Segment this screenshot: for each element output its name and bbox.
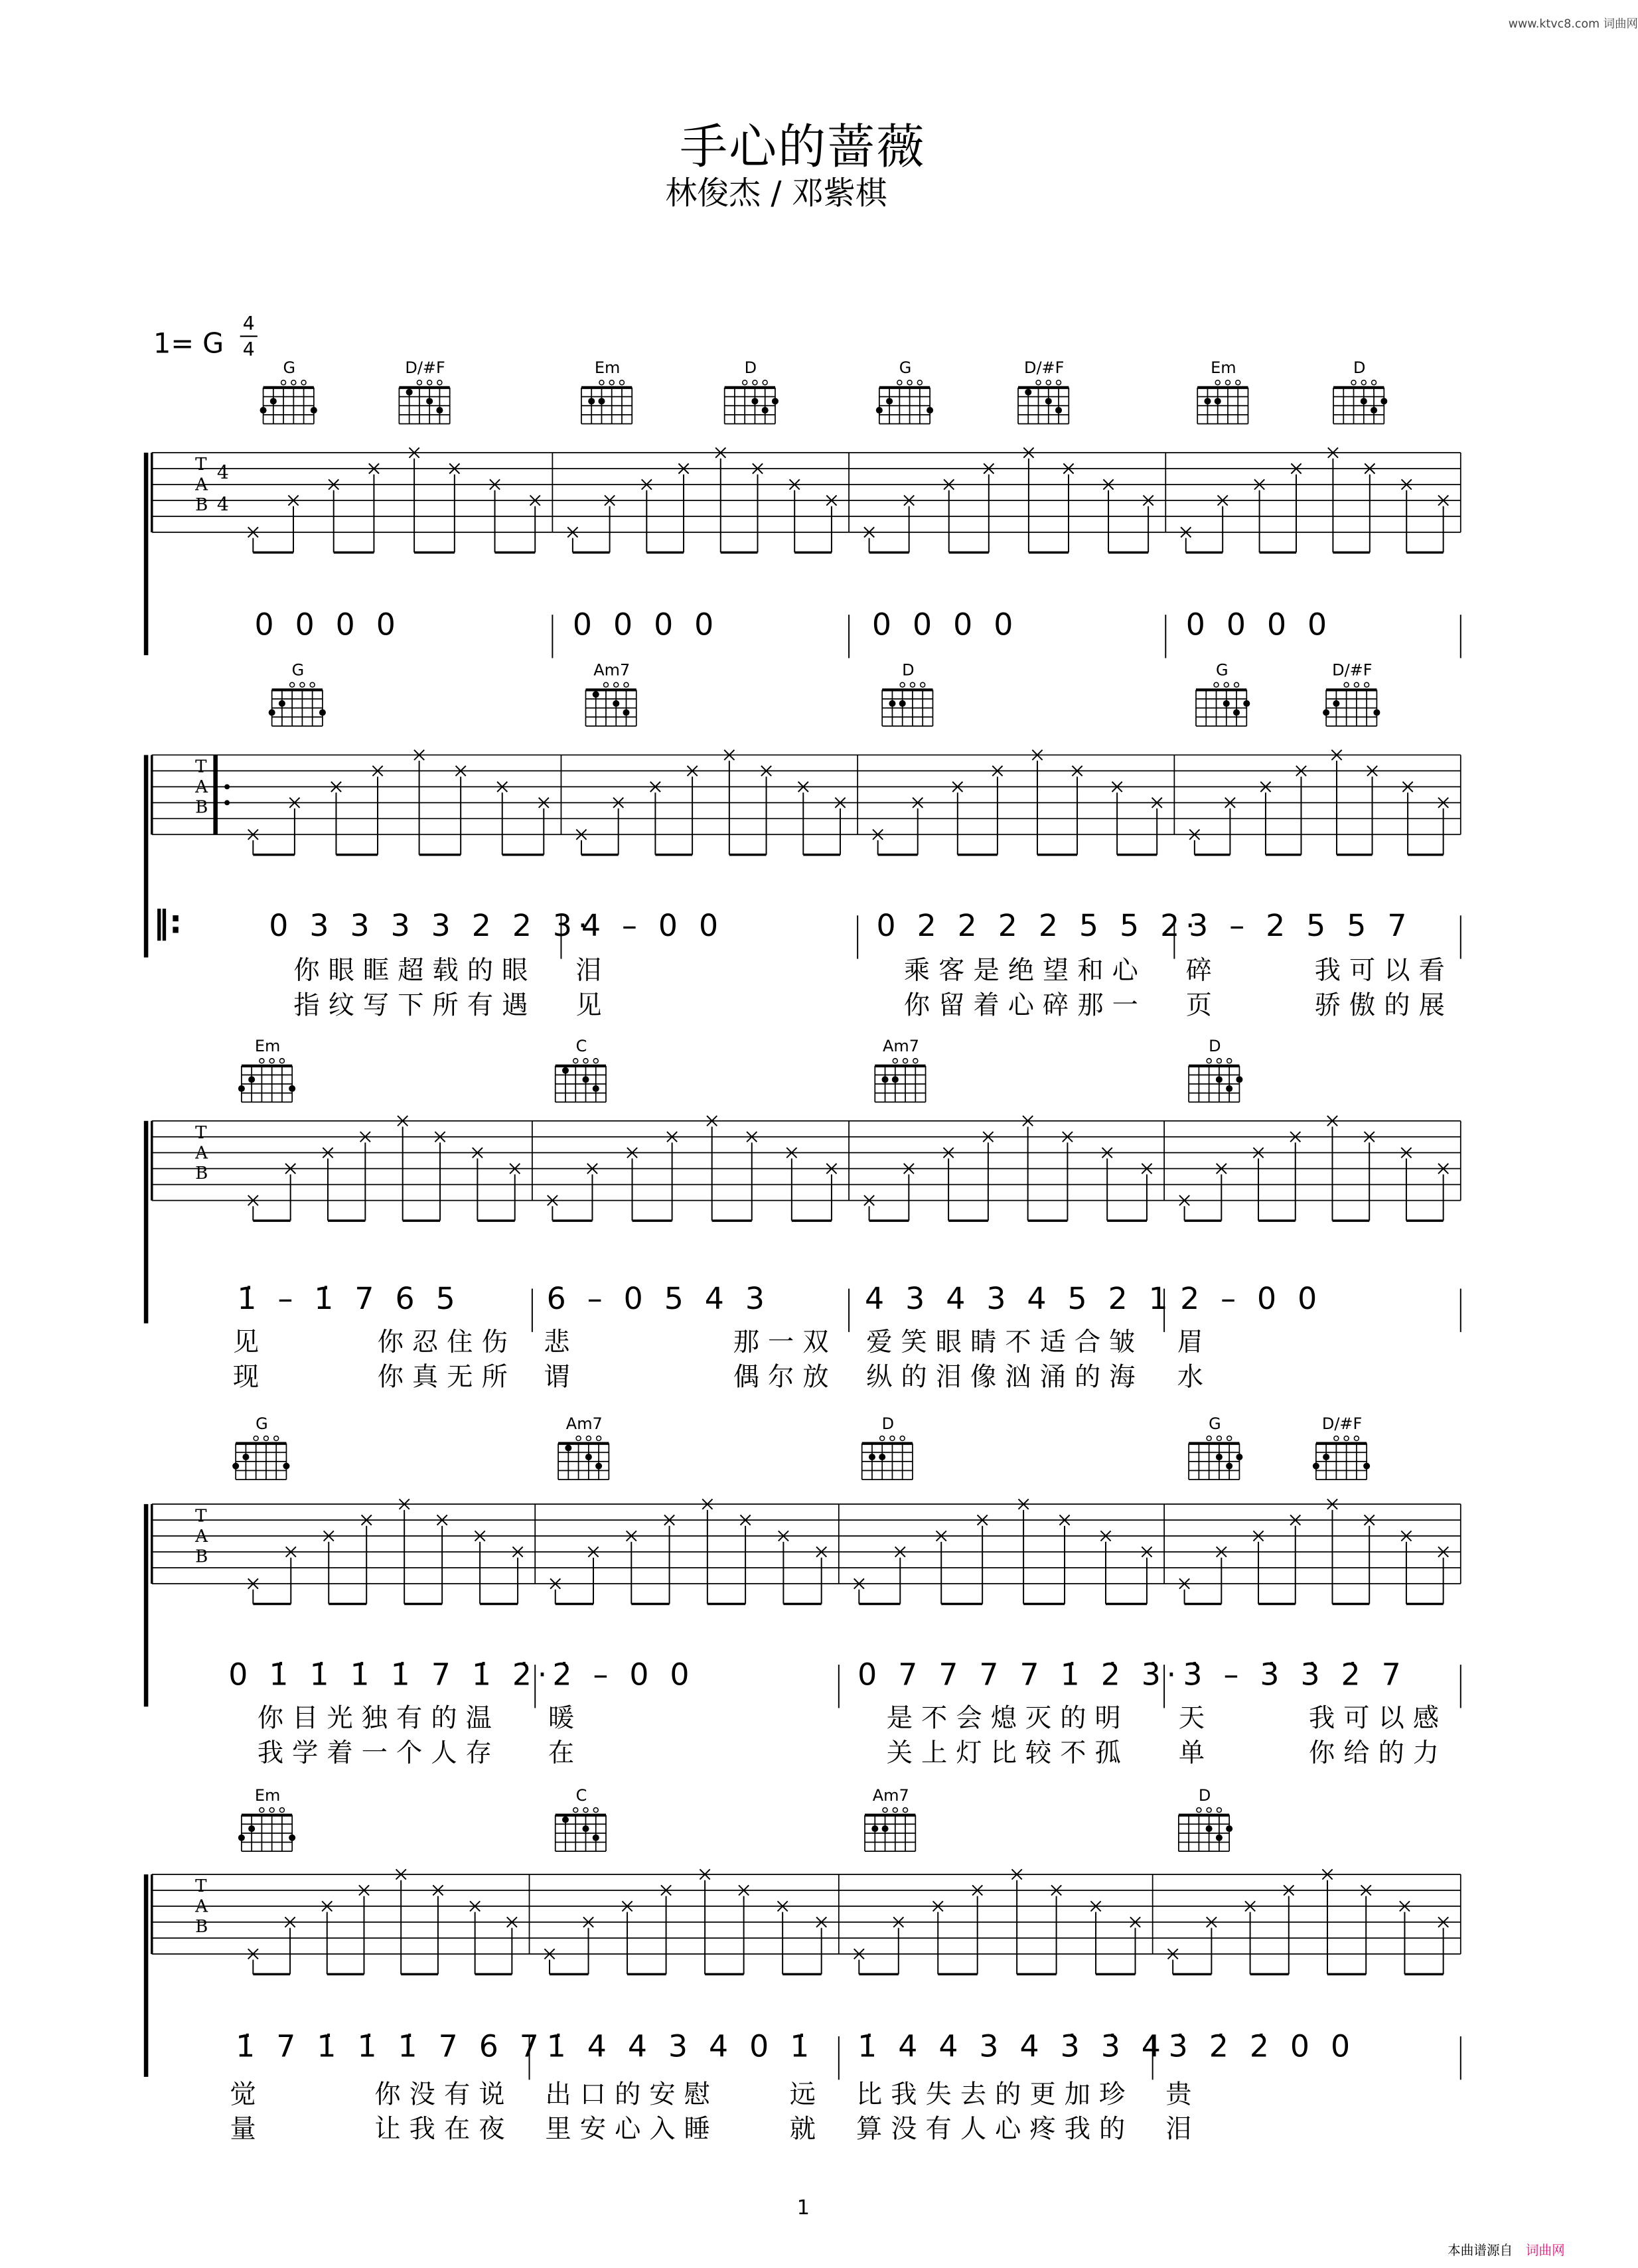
tab-note — [1438, 1917, 1448, 1974]
tab-note — [567, 527, 577, 552]
tab-note — [904, 1164, 914, 1221]
lyric-segment: 你留着心碎那一 — [903, 990, 1147, 1021]
tab-note — [1063, 1132, 1073, 1221]
chord-name: G — [899, 358, 912, 378]
tab-note — [753, 463, 763, 552]
tab-letter: A — [195, 1896, 208, 1917]
tab-note — [1438, 798, 1448, 855]
tab-note — [1072, 766, 1082, 855]
page-number: 1 — [796, 2196, 810, 2220]
numbered-notation-measure: 3̇ 2̇ 2̇ 0 0 — [1168, 2029, 1356, 2064]
numbered-notation-measure: 0 0 0 0 — [572, 607, 720, 643]
tab-letter: B — [195, 1547, 208, 1567]
time-signature-top: 4 — [242, 313, 255, 336]
lyric-segment: 远 — [789, 2079, 825, 2111]
lyric-segment: 你给的力 — [1308, 1738, 1448, 1769]
chord-diagram — [1320, 681, 1384, 730]
lyric-segment: 我可以感 — [1308, 1703, 1448, 1734]
tab-note — [1361, 1885, 1371, 1974]
lyric-segment: 爱笑眼睛不适合皱 — [866, 1327, 1144, 1359]
tab-note — [576, 830, 586, 855]
tab-note — [248, 1949, 258, 1974]
chord-diagram — [580, 681, 644, 730]
numbered-notation-measure: 4 3 4 3 4 5 2 1 — [865, 1281, 1174, 1316]
tab-note — [286, 1547, 296, 1604]
lyric-segment: 你没有说 — [374, 2079, 514, 2111]
chord-diagram — [1012, 379, 1076, 428]
tab-note — [437, 1515, 447, 1604]
chord-name: Am7 — [872, 1786, 909, 1805]
tab-note — [285, 1164, 295, 1221]
tab-note — [913, 798, 923, 855]
lyric-segment: 让我在夜 — [374, 2114, 514, 2145]
lyric-segment: 现 — [232, 1362, 268, 1393]
tab-note — [1365, 463, 1375, 552]
key-signature: 1= G — [153, 328, 224, 360]
tab-note — [1284, 1885, 1294, 1974]
tab-note — [530, 495, 540, 552]
tab-note — [1143, 495, 1153, 552]
repeat-start-sign: ‖: — [153, 905, 183, 942]
chord-diagram — [856, 1435, 920, 1484]
chord-name: D/#F — [405, 358, 445, 378]
tab-note — [288, 495, 298, 552]
chord-diagram — [394, 379, 457, 428]
lyric-segment: 你真无所 — [377, 1362, 516, 1393]
numbered-notation-measure: 4 – 0 0 — [581, 908, 724, 943]
tab-note — [1142, 1547, 1152, 1604]
lyric-segment: 是不会熄灭的明 — [886, 1703, 1130, 1734]
song-title: 手心的蔷薇 — [680, 118, 926, 175]
chord-name: Em — [254, 1037, 281, 1056]
lyric-segment: 骄傲的展 — [1314, 990, 1453, 1021]
tab-note — [544, 1949, 554, 1974]
chord-diagram — [230, 1435, 293, 1484]
tab-note — [435, 1132, 445, 1221]
time-signature-bottom: 4 — [242, 340, 255, 362]
tab-letter: T — [195, 455, 207, 475]
lyric-segment: 天 — [1178, 1703, 1214, 1734]
tab-letter: B — [195, 1917, 208, 1937]
chord-name: C — [575, 1786, 587, 1805]
tab-note — [248, 527, 258, 552]
tab-letter: A — [195, 1526, 208, 1547]
tab-note — [835, 798, 845, 855]
tab-note — [512, 1547, 522, 1604]
chord-diagram — [1190, 681, 1254, 730]
tab-note — [1438, 1547, 1448, 1604]
numbered-notation-measure: 0 1̇ 1̇ 1̇ 1̇ 7 1̇ 2̇· — [228, 1657, 554, 1693]
chord-diagram — [719, 379, 782, 428]
lyric-segment: 水 — [1177, 1362, 1213, 1393]
lyric-segment: 指纹写下所有遇 — [293, 990, 537, 1021]
tab-note — [248, 1195, 258, 1221]
tab-note — [873, 830, 883, 855]
lyric-segment: 泪 — [1165, 2114, 1201, 2145]
tab-note — [1365, 1132, 1375, 1221]
tab-time-signature: 4 — [216, 493, 229, 516]
numbered-notation-measure: 0 0 0 0 — [871, 607, 1019, 643]
numbered-notation-measure: 1̇ 4 4 3 4 3̇ 3̇ 4 — [857, 2029, 1167, 2064]
tab-note — [1181, 527, 1191, 552]
chord-name: C — [575, 1037, 587, 1056]
tab-note — [1290, 1515, 1300, 1604]
numbered-notation-measure: 0 0 0 0 — [254, 607, 402, 643]
tab-note — [1142, 1164, 1152, 1221]
site-url: www.ktvc8.com 词曲网 — [1508, 17, 1638, 31]
tab-note — [1130, 1917, 1140, 1974]
tab-letter: B — [195, 1163, 208, 1183]
lyric-segment: 泪 — [575, 956, 611, 987]
tab-note — [816, 1547, 826, 1604]
lyric-segment: 单 — [1178, 1738, 1214, 1769]
tab-note — [1365, 1515, 1375, 1604]
chord-name: D — [1198, 1786, 1211, 1805]
lyric-segment: 出口的安慰 — [545, 2079, 719, 2111]
tab-letter: B — [195, 797, 208, 818]
tab-note — [1207, 1917, 1217, 1974]
numbered-notation-measure: 2 – 0 0 — [1180, 1281, 1323, 1316]
tab-note — [1218, 495, 1228, 552]
tab-note — [739, 1885, 749, 1974]
tab-note — [1168, 1949, 1178, 1974]
chord-name: Em — [254, 1786, 281, 1805]
numbered-notation-measure: 0 3 3 3 3 2 2 3· — [269, 908, 594, 943]
tab-note — [904, 495, 914, 552]
tab-note — [285, 1917, 295, 1974]
chord-name: Am7 — [593, 660, 631, 680]
chord-name: G — [256, 1414, 268, 1434]
chord-diagram — [1310, 1435, 1374, 1484]
chord-name: D — [902, 660, 915, 680]
tab-note — [747, 1132, 757, 1221]
chord-name: G — [1215, 660, 1228, 680]
lyric-segment: 谓 — [544, 1362, 579, 1393]
tab-note — [1367, 766, 1377, 855]
tab-note — [826, 495, 836, 552]
tab-letter: B — [195, 495, 208, 516]
lyric-segment: 那一双 — [733, 1327, 838, 1359]
tab-note — [289, 798, 299, 855]
chord-name: D — [1353, 358, 1366, 378]
tab-note — [1063, 463, 1073, 552]
tab-letter: T — [195, 1876, 207, 1897]
tab-letter: T — [195, 757, 207, 777]
tab-time-signature: 4 — [216, 461, 229, 484]
chord-diagram — [550, 1807, 613, 1856]
tab-note — [854, 1578, 864, 1604]
tab-note — [539, 798, 549, 855]
chord-name: D — [1209, 1037, 1221, 1056]
chord-name: Am7 — [883, 1037, 920, 1056]
chord-name: G — [283, 358, 296, 378]
tab-note — [449, 463, 459, 552]
tab-note — [826, 1164, 836, 1221]
chord-diagram — [258, 379, 321, 428]
lyric-segment: 我学着一个人存 — [257, 1738, 500, 1769]
tab-note — [978, 1515, 988, 1604]
lyric-segment: 量 — [230, 2114, 265, 2145]
tab-note — [248, 1578, 258, 1604]
lyric-segment: 我可以看 — [1314, 956, 1453, 987]
lyric-segment: 偶尔放 — [733, 1362, 838, 1393]
chord-name: D — [881, 1414, 895, 1434]
tab-note — [369, 463, 379, 552]
chord-diagram — [1327, 379, 1391, 428]
footer-source-label: 本曲谱源自 — [1448, 2244, 1513, 2259]
lyric-segment: 见 — [232, 1327, 268, 1359]
tab-note — [548, 1195, 558, 1221]
tab-note — [550, 1578, 560, 1604]
lyric-segment: 算没有人心疼我的 — [856, 2114, 1134, 2145]
numbered-notation-measure: 3 – 2 5 5 7 — [1189, 908, 1413, 943]
tab-note — [1438, 1164, 1448, 1221]
chord-diagram — [1183, 1057, 1246, 1106]
tab-note — [605, 495, 615, 552]
numbered-notation-measure: 6 – 0 5 4 3 — [546, 1281, 771, 1316]
tab-note — [1189, 830, 1199, 855]
lyric-segment: 在 — [548, 1738, 583, 1769]
tab-note — [864, 1195, 874, 1221]
lyric-segment: 就 — [789, 2114, 825, 2145]
tab-note — [587, 1164, 597, 1221]
tab-letter: T — [195, 1122, 207, 1143]
numbered-notation-measure: 2̇ – 0 0 — [552, 1657, 696, 1693]
tab-note — [761, 766, 771, 855]
tab-letter: A — [195, 475, 208, 495]
tab-note — [1179, 1578, 1189, 1604]
numbered-notation-measure: 1̇ 4 4 3 4 0 1̇ — [546, 2029, 816, 2064]
tab-note — [1059, 1515, 1069, 1604]
lyric-segment: 比我失去的更加珍 — [856, 2079, 1134, 2111]
tab-note — [1291, 463, 1301, 552]
lyric-segment: 纵的泪像汹涌的海 — [866, 1362, 1144, 1393]
tab-note — [359, 1885, 369, 1974]
tab-note — [510, 1164, 520, 1221]
tab-note — [1217, 1164, 1227, 1221]
tab-note — [248, 830, 258, 855]
chord-diagram — [575, 379, 639, 428]
lyric-segment: 里安心入睡 — [545, 2114, 719, 2145]
lyric-segment: 见 — [575, 990, 611, 1021]
lyric-segment: 眉 — [1177, 1327, 1213, 1359]
tab-note — [687, 766, 697, 855]
lyric-segment: 你忍住伤 — [377, 1327, 516, 1359]
numbered-notation-measure: 0 7 7 7 7 1̇ 2̇ 3̇· — [857, 1657, 1182, 1693]
chord-name: G — [291, 660, 305, 680]
lyric-segment: 乘客是绝望和心 — [903, 956, 1147, 987]
numbered-notation-measure: 1̇ 7 1̇ 1̇ 1̇ 7 6 7 — [236, 2029, 545, 2064]
chord-diagram — [873, 379, 937, 428]
tab-letter: A — [195, 1143, 208, 1164]
tab-note — [433, 1885, 443, 1974]
chord-name: Em — [594, 358, 621, 378]
tab-note — [1290, 1132, 1300, 1221]
chord-diagram — [550, 1057, 613, 1106]
tab-note — [1152, 798, 1162, 855]
chord-diagram — [1173, 1807, 1236, 1856]
tab-note — [661, 1885, 671, 1974]
chord-diagram — [876, 681, 940, 730]
numbered-notation-measure: 3̇ – 3̇ 3̇ 2̇ 7 — [1183, 1657, 1407, 1693]
tab-note — [678, 463, 688, 552]
chord-name: Am7 — [565, 1414, 603, 1434]
tab-letter: A — [195, 777, 208, 798]
tab-note — [1179, 1195, 1189, 1221]
tab-letter: T — [195, 1506, 207, 1527]
tab-note — [816, 1917, 826, 1974]
tab-note — [667, 1132, 677, 1221]
chord-name: D — [744, 358, 757, 378]
lyric-segment: 页 — [1185, 990, 1221, 1021]
chord-diagram — [1183, 1435, 1246, 1484]
footer-source-site: 词曲网 — [1525, 2244, 1565, 2259]
lyric-segment: 你眼眶超载的眼 — [293, 956, 537, 987]
lyric-segment: 悲 — [544, 1327, 579, 1359]
tab-note — [360, 1132, 370, 1221]
lyric-segment: 觉 — [230, 2079, 265, 2111]
tab-staff — [0, 438, 1613, 670]
tab-note — [984, 463, 994, 552]
tab-note — [893, 1917, 903, 1974]
tab-note — [456, 766, 466, 855]
time-signature-bar — [240, 336, 258, 337]
numbered-notation-measure: 0 0 0 0 — [1185, 607, 1333, 643]
lyric-segment: 暖 — [548, 1703, 583, 1734]
chord-diagram — [552, 1435, 616, 1484]
chord-name: D/#F — [1332, 660, 1373, 680]
tab-note — [1217, 1547, 1227, 1604]
tab-note — [992, 766, 1002, 855]
tab-note — [362, 1515, 372, 1604]
tab-note — [854, 1949, 864, 1974]
tab-note — [983, 1132, 993, 1221]
tab-note — [583, 1917, 593, 1974]
chord-diagram — [869, 1057, 933, 1106]
tab-note — [1296, 766, 1306, 855]
numbered-notation-measure: 1̇ – 1̇ 7 6 5 — [237, 1281, 461, 1316]
chord-diagram — [236, 1807, 299, 1856]
tab-note — [507, 1917, 517, 1974]
chord-name: D/#F — [1321, 1414, 1363, 1434]
tab-note — [972, 1885, 982, 1974]
tab-note — [740, 1515, 750, 1604]
tab-note — [1225, 798, 1235, 855]
tab-note — [372, 766, 382, 855]
song-artist: 林俊杰 / 邓紫棋 — [665, 176, 887, 213]
lyric-segment: 关上灯比较不孤 — [886, 1738, 1130, 1769]
tab-note — [664, 1515, 674, 1604]
chord-name: D/#F — [1024, 358, 1065, 378]
tab-note — [613, 798, 623, 855]
lyric-segment: 你目光独有的温 — [257, 1703, 500, 1734]
tab-note — [588, 1547, 598, 1604]
chord-diagram — [859, 1807, 923, 1856]
numbered-notation-measure: 0 2 2 2 2 5 5 2· — [876, 908, 1201, 943]
lyric-segment: 碎 — [1185, 956, 1221, 987]
lyric-segment: 贵 — [1165, 2079, 1201, 2111]
tab-note — [895, 1547, 905, 1604]
tab-note — [1438, 495, 1448, 552]
chord-diagram — [266, 681, 330, 730]
tab-note — [1051, 1885, 1061, 1974]
chord-diagram — [236, 1057, 299, 1106]
chord-name: Em — [1211, 358, 1236, 378]
chord-name: G — [1209, 1414, 1221, 1434]
chord-diagram — [1191, 379, 1255, 428]
tab-note — [864, 527, 874, 552]
